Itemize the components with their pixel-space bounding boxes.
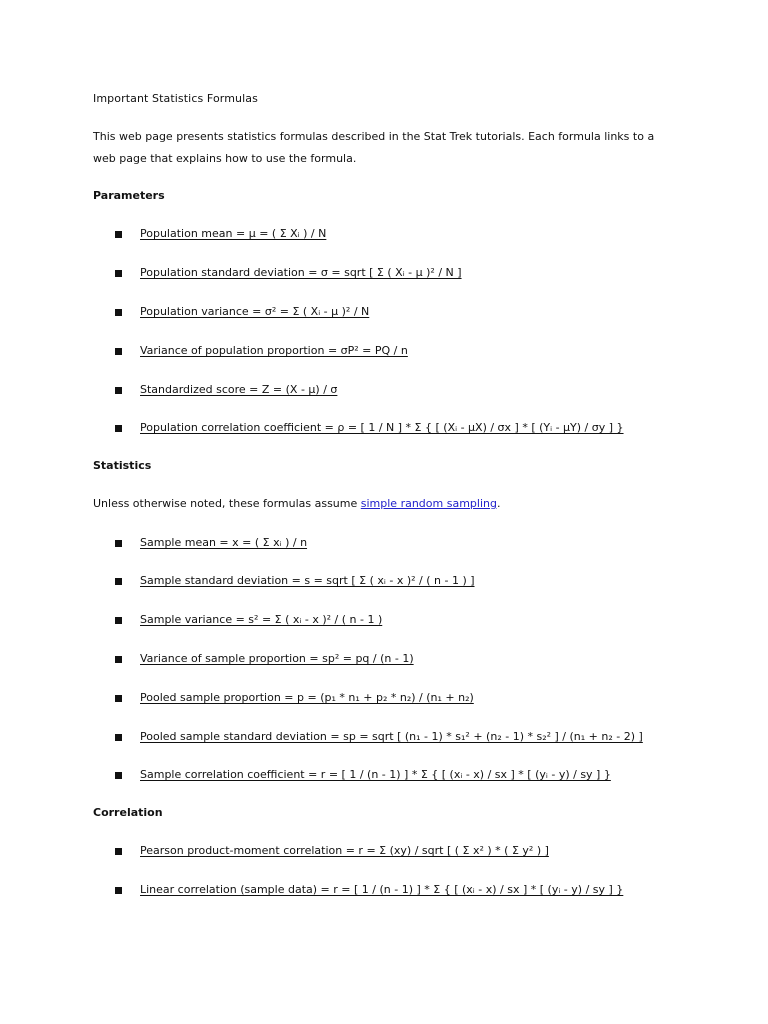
intro-line-2: web page that explains how to use the formula. [93, 152, 357, 165]
bullet-icon [115, 309, 122, 316]
formula-link-sample-mean[interactable]: Sample mean = x = ( Σ xᵢ ) / n [140, 536, 308, 549]
statistics-note [93, 493, 693, 515]
formula-link-pooled-sample-proportion[interactable]: Pooled sample proportion = p = (p₁ * n₁ + p₂ * n₂) / (n₁ + n₂) [140, 691, 474, 704]
formula-link-population-mean[interactable]: Population mean = μ = ( Σ Xᵢ ) / N [140, 227, 327, 240]
bullet-icon [115, 617, 122, 624]
bullet-icon [115, 231, 122, 238]
formula-link-variance-sample-proportion[interactable]: Variance of sample proportion = sp² = pq / (n - 1) [140, 652, 414, 665]
statistics-note-suffix: . [496, 497, 501, 510]
simple-random-sampling-link[interactable]: simple random sampling [360, 497, 497, 510]
bullet-icon [115, 772, 122, 779]
statistics-heading: Statistics [93, 459, 152, 472]
formula-link-sample-correlation[interactable]: Sample correlation coefficient = r = [ 1 / (n - 1) ] * Σ { [ (xᵢ - x) / sx ] * [ (yᵢ - y) / sy ] } [140, 768, 611, 781]
bullet-icon [115, 734, 122, 741]
statistics-note-prefix: Unless otherwise noted, these formulas assume [93, 497, 361, 510]
formula-link-population-sd[interactable]: Population standard deviation = σ = sqrt [ Σ ( Xᵢ - μ )² / N ] [140, 266, 462, 279]
bullet-icon [115, 270, 122, 277]
parameters-heading: Parameters [93, 189, 165, 202]
formula-link-sample-variance[interactable]: Sample variance = s² = Σ ( xᵢ - x )² / ( n - 1 ) [140, 613, 383, 626]
formula-link-variance-population-proportion[interactable]: Variance of population proportion = σP² = PQ / n [140, 344, 408, 357]
formula-link-pooled-sample-sd[interactable]: Pooled sample standard deviation = sp = sqrt [ (n₁ - 1) * s₁² + (n₂ - 1) * s₂² ] / (n₁ + n₂ - 2) ] [140, 730, 643, 743]
bullet-icon [115, 695, 122, 702]
formula-link-population-variance[interactable]: Population variance = σ² = Σ ( Xᵢ - μ )² / N [140, 305, 370, 318]
intro-line-1: This web page presents statistics formulas described in the Stat Trek tutorials. Each formula links to a [93, 130, 655, 143]
bullet-icon [115, 848, 122, 855]
page-title: Important Statistics Formulas [93, 92, 258, 105]
bullet-icon [115, 887, 122, 894]
bullet-icon [115, 348, 122, 355]
bullet-icon [115, 387, 122, 394]
bullet-icon [115, 425, 122, 432]
bullet-icon [115, 540, 122, 547]
formula-link-standardized-score[interactable]: Standardized score = Z = (X - μ) / σ [140, 383, 338, 396]
formula-link-linear-correlation[interactable]: Linear correlation (sample data) = r = [ 1 / (n - 1) ] * Σ { [ (xᵢ - x) / sx ] * [ (yᵢ - y) / sy ] } [140, 883, 624, 896]
bullet-icon [115, 578, 122, 585]
formula-link-pearson-correlation[interactable]: Pearson product-moment correlation = r = Σ (xy) / sqrt [ ( Σ x² ) * ( Σ y² ) ] [140, 844, 549, 857]
bullet-icon [115, 656, 122, 663]
formula-link-sample-sd[interactable]: Sample standard deviation = s = sqrt [ Σ ( xᵢ - x )² / ( n - 1 ) ] [140, 574, 475, 587]
correlation-heading: Correlation [93, 806, 163, 819]
formula-link-population-correlation[interactable]: Population correlation coefficient = ρ = [ 1 / N ] * Σ { [ (Xᵢ - μX) / σx ] * [ (Yᵢ - μY) / σy ] } [140, 421, 624, 434]
